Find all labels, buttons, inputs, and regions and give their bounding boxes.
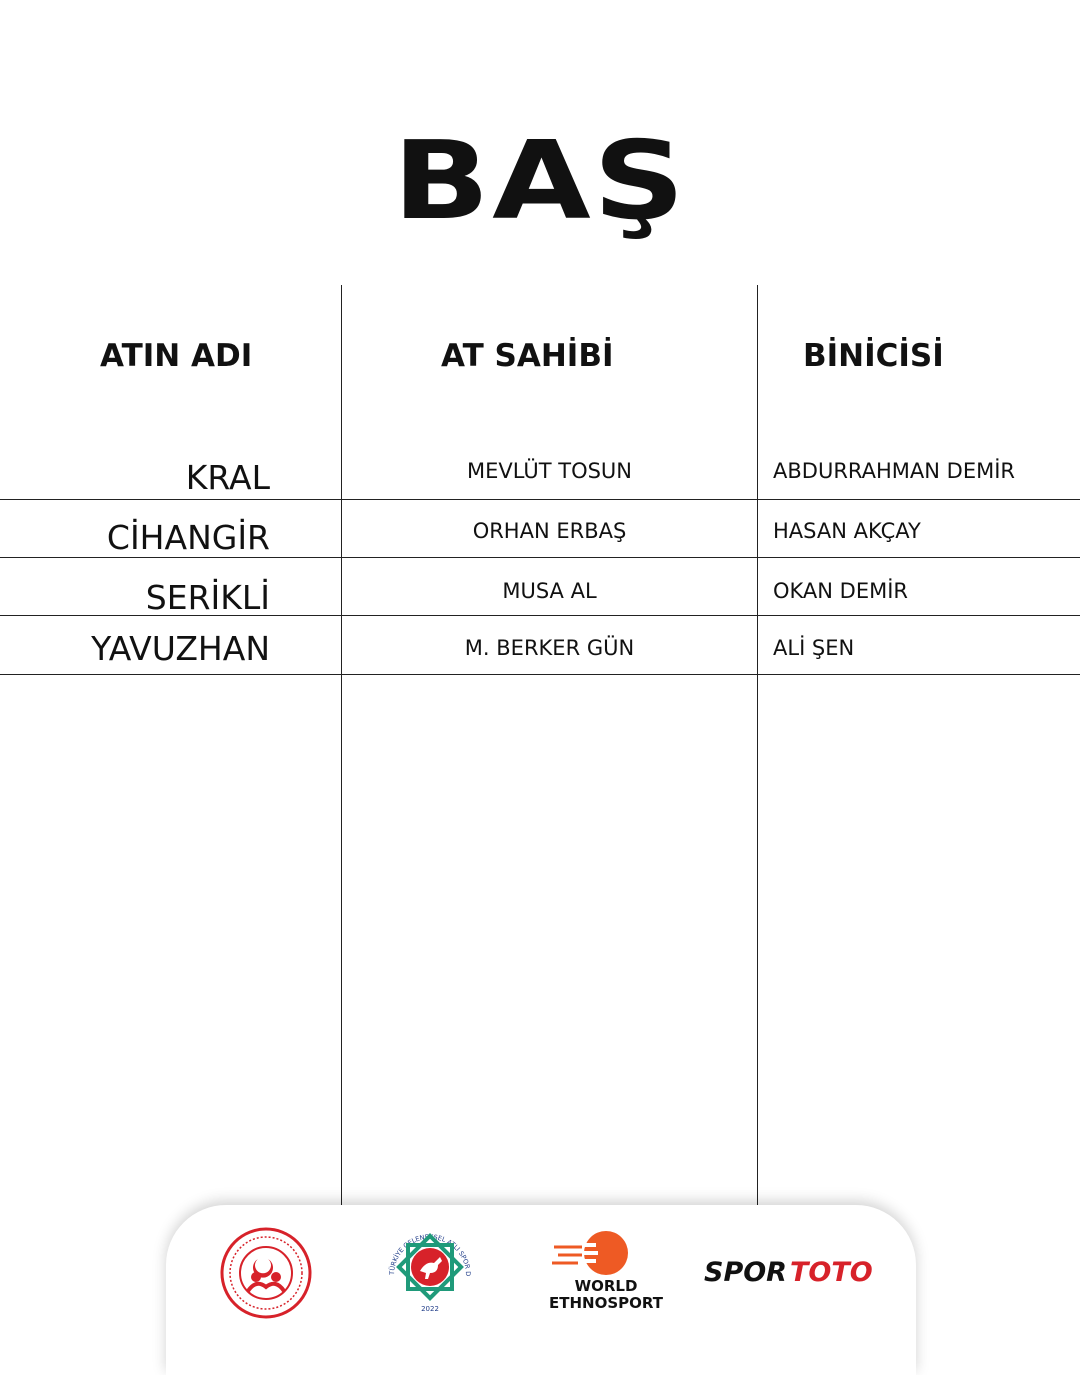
column-divider-1	[341, 285, 342, 1205]
page-title: BAŞ	[392, 119, 688, 244]
row-divider-1	[0, 499, 1080, 500]
row-divider-4	[0, 674, 1080, 675]
header-horse-name: ATIN ADI	[100, 338, 253, 374]
header-rider: BİNİCİSİ	[803, 338, 944, 374]
sportoto-part2: TOTO	[790, 1257, 873, 1288]
table-row-rider: ALİ ŞEN	[773, 636, 855, 660]
header-owner: AT SAHİBİ	[441, 338, 614, 374]
ethnosport-line2: ETHNOSPORT	[549, 1294, 663, 1312]
ministry-logo	[218, 1225, 314, 1321]
world-ethnosport-logo	[536, 1227, 676, 1317]
table-row-owner: ORHAN ERBAŞ	[472, 519, 627, 543]
federation-year: 2022	[421, 1305, 439, 1313]
federation-logo	[378, 1215, 482, 1319]
column-divider-2	[757, 285, 758, 1205]
table-row-owner: MEVLÜT TOSUN	[466, 459, 633, 483]
table-row-horse: CİHANGİR	[106, 518, 270, 557]
table-row-horse: SERİKLİ	[145, 578, 270, 617]
table-row-rider: HASAN AKÇAY	[773, 519, 921, 543]
sportoto-logo	[704, 1249, 874, 1293]
federation-arc-text: TÜRKİYE GELENEKSEL ATLI SPOR D	[387, 1232, 473, 1277]
ethnosport-line1: WORLD	[574, 1277, 638, 1295]
sportoto-part1: SPOR	[704, 1257, 787, 1288]
table-row-rider: ABDURRAHMAN DEMİR	[773, 459, 1016, 483]
table-row-horse: KRAL	[185, 458, 270, 497]
table-row-owner: MUSA AL	[502, 579, 597, 603]
table-row-horse: YAVUZHAN	[91, 629, 270, 668]
table-row-owner: M. BERKER GÜN	[464, 636, 635, 660]
table-row-rider: OKAN DEMİR	[773, 579, 909, 603]
